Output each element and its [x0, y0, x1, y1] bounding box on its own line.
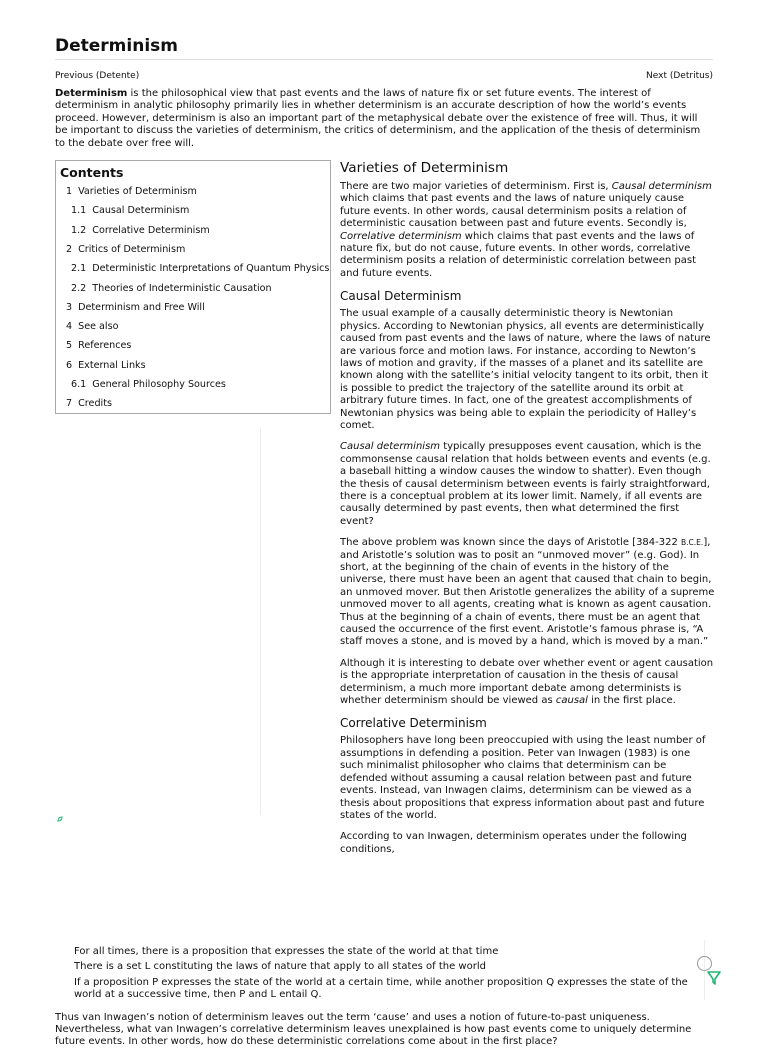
causal-paragraph-1: The usual example of a causally deterministic theory is Newtonian physics. According to Newtonian physics, all events are deterministically caused from past events and the laws of nature, where the laws of nature are various force and motion laws. For instance, according to Newton’s laws of motion and gravity, if the masses of a planet and its satellite are known along with the satellite’s initial velocity tangent to its orbit, then it is possible to predict the trajectory of the satellite around its orbit at arbitrary future times. In fact, one of the greatest accomplishments of Newtonian physics was being able to explain the periodicity of Halley’s comet.: [340, 308, 711, 431]
section-heading-correlative: Correlative Determinism: [340, 716, 487, 731]
toc-number: 1.1: [71, 205, 87, 217]
toc-item[interactable]: [60, 283, 326, 295]
toc-number: 2.1: [71, 263, 87, 275]
toc-number: 5: [66, 340, 73, 352]
correlative-paragraph-1: Philosophers have long been preoccupied with using the least number of assumptions in defending a position. Peter van Inwagen (1983) is one such minimalist philosopher who claims that determinism can be defended without assuming a causal relation between past and future events. Instead, van Inwagen claims, determinism can be viewed as a thesis about propositions that express information about past and future states of the world.: [340, 735, 706, 821]
search-circle-icon[interactable]: [697, 956, 712, 971]
toc-item[interactable]: [60, 205, 326, 217]
toc-item[interactable]: [60, 360, 326, 372]
toc-label: See also: [78, 321, 119, 333]
toc-number: 2: [66, 243, 73, 255]
after-columns: [55, 946, 715, 1049]
toc-number: 2.2: [71, 282, 87, 294]
toc-label: Determinism and Free Will: [78, 301, 205, 313]
causal-paragraph-3: The above problem was known since the days of Aristotle [384-322 B.C.E.], and Aristotle’s solution was to posit an “unmoved mover” (e.g. God). In short, at the beginning of the chain of events in the history of the universe, there must have been an agent that caused that chain to begin, an unmoved mover. But then Aristotle generalizes the ability of a supreme unmoved mover to all agents, creating what is known as agent causation. Thus at the beginning of a chain of events, there must be an agent that caused the occurrence of the first event. Aristotle’s famous phrase is, “A staff moves a stone, and is moved by a hand, which is moved by a man.”: [340, 537, 715, 648]
toc-label: General Philosophy Sources: [92, 379, 226, 390]
toc-label: Varieties of Determinism: [78, 186, 197, 198]
funnel-logo-icon[interactable]: [707, 970, 721, 990]
page-nav: [55, 70, 713, 82]
correlative-paragraph-2: According to van Inwagen, determinism operates under the following conditions,: [340, 831, 687, 855]
toc-number: 4: [66, 321, 73, 333]
toc-item[interactable]: [60, 225, 326, 237]
intro-term: Determinism: [55, 88, 128, 99]
toc-item[interactable]: [60, 398, 326, 410]
varieties-paragraph: There are two major varieties of determinism. First is, Causal determinism which claims that past events and the laws of nature uniquely cause future events. In other words, causal determinism posits a relation of deterministic causation between past and future events. Secondly is, Correlative determinism which claims that past events and the laws of nature fix, but do not cause, future events. In other words, correlative determinism posits a relation of deterministic correlation between past and future events.: [340, 181, 712, 279]
toc-label: Deterministic Interpretations of Quantum Physics: [92, 263, 330, 275]
list-item: If a proposition P expresses the state of the world at a certain time, while another proposition Q expresses the state of the world at a successive time, then P and L entail Q.: [74, 976, 688, 1001]
list-item: There is a set L constituting the laws of nature that apply to all states of the world: [74, 961, 486, 973]
list-item: For all times, there is a proposition that expresses the state of the world at that time: [74, 946, 499, 958]
toc-label: Critics of Determinism: [78, 243, 186, 255]
toc-label: Correlative Determinism: [92, 224, 210, 236]
toc-label: References: [78, 340, 132, 352]
toc-list: [60, 186, 330, 410]
toc-item[interactable]: [60, 379, 326, 391]
toc-item[interactable]: [60, 263, 330, 275]
section-heading-varieties: Varieties of Determinism: [340, 160, 509, 177]
toc-number: 6.1: [71, 379, 87, 390]
conditions-list: [74, 946, 715, 1002]
causal-paragraph-4: Although it is interesting to debate over whether event or agent causation is the appropriate interpretation of causation in the thesis of causal determinism, a much more important debate among determinists is whether determinism should be viewed as causal in the first place.: [340, 657, 714, 707]
column-divider: [260, 428, 261, 815]
toc-label: Theories of Indeterministic Causation: [92, 282, 272, 294]
page-title: Determinism: [55, 36, 713, 60]
intro-text: is the philosophical view that past events and the laws of nature fix or set future events. The interest of determinism in analytic philosophy primarily lies in whether determinism is an accurate description of how the world’s events proceed. However, determinism is also an important part of the metaphysical debate over the existence of free will. Thus, it will be important to discuss the varieties of determinism, the critics of determinism, and the application of the thesis of determinism to the debate over free will.: [55, 88, 701, 149]
toc-title: Contents: [60, 165, 124, 181]
toc-label: Credits: [78, 398, 112, 410]
previous-link[interactable]: Previous (Detente): [55, 71, 140, 81]
toc-number: 6: [66, 359, 73, 371]
table-of-contents: [55, 160, 331, 414]
toc-item[interactable]: [60, 302, 326, 314]
article: [55, 36, 715, 1048]
closing-paragraph: Thus van Inwagen’s notion of determinism leaves out the term ‘cause’ and uses a notion of future-to-past uniqueness. Nevertheless, what van Inwagen’s correlative determinism leaves unexplained is how past events come to uniquely determine future events. In other words, how do these deterministic correlations come about in the first place?: [55, 1011, 692, 1048]
toc-item[interactable]: [60, 321, 326, 333]
toc-number: 1.2: [71, 224, 87, 236]
toc-label: External Links: [78, 359, 146, 371]
toc-label: Causal Determinism: [92, 205, 190, 217]
next-link[interactable]: Next (Detritus): [646, 71, 713, 81]
toc-number: 1: [66, 186, 73, 198]
leaf-icon: [57, 816, 63, 824]
toc-item[interactable]: [60, 340, 326, 352]
toc-number: 7: [66, 398, 73, 410]
main-content: [340, 160, 715, 865]
causal-paragraph-2: Causal determinism typically presupposes event causation, which is the commonsense causal relation that holds between events and events (e.g. a baseball hitting a window causes the window to shatter). Even though the thesis of causal determinism between events is fairly straightforward, there is a conceptual problem at its lower limit. Namely, if all events are causally determined by past events, then what determined the first event?: [340, 441, 711, 527]
toc-number: 3: [66, 301, 73, 313]
intro-paragraph: [55, 88, 713, 150]
toc-item[interactable]: [60, 186, 326, 198]
toc-item[interactable]: [60, 244, 326, 256]
section-heading-causal: Causal Determinism: [340, 289, 462, 304]
